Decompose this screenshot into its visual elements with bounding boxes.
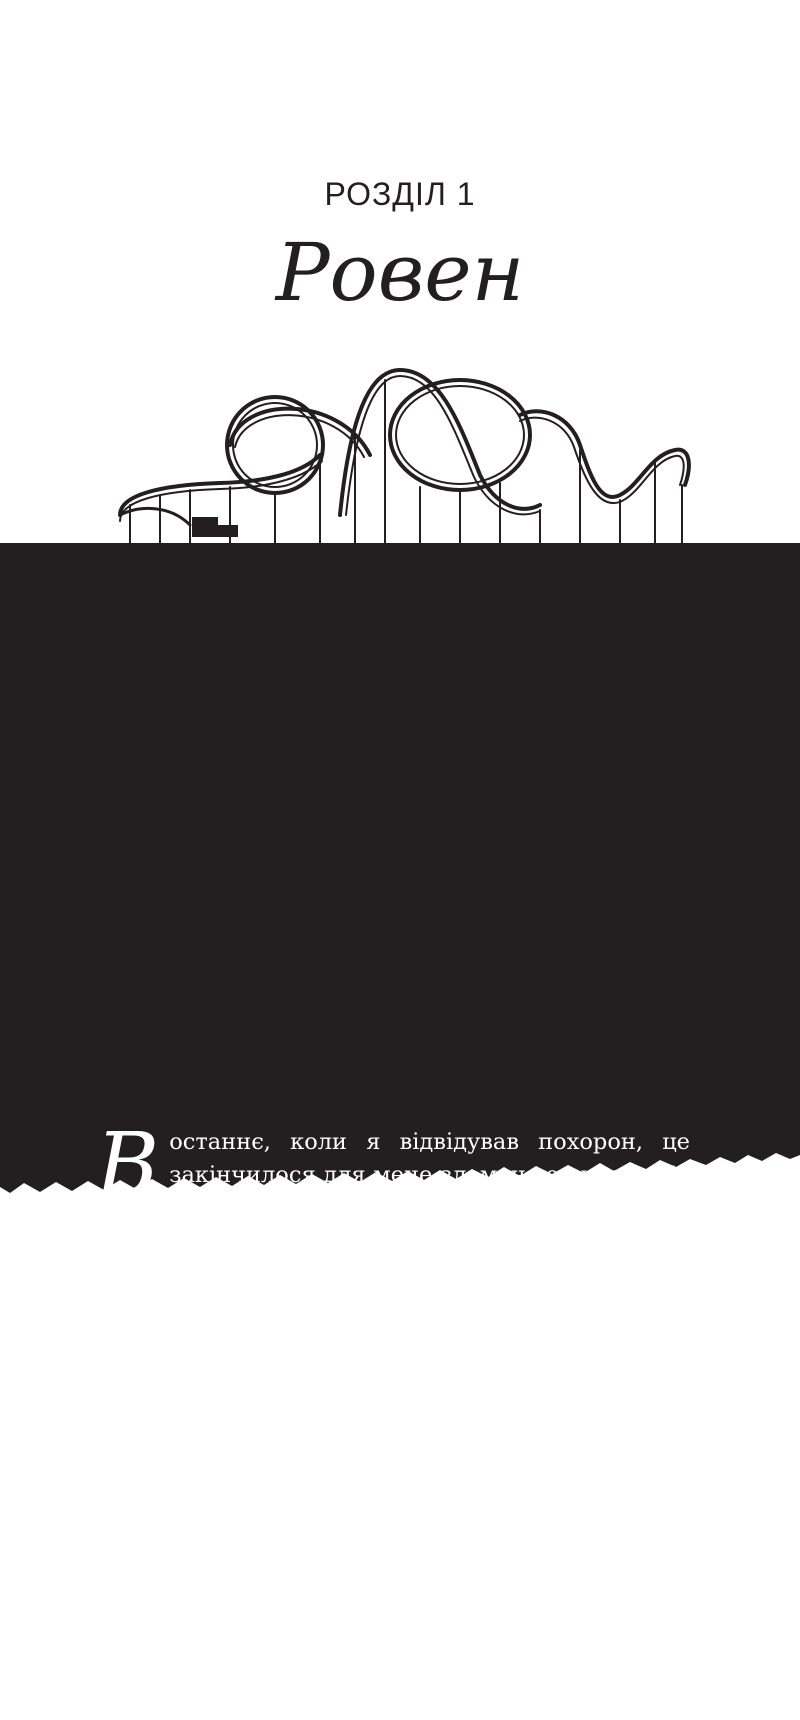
paragraph-1-text: останнє, коли я відвідував похорон, це закінчилося для мене зламаною рукою. Ця історія потрапила на перші шпальти газет, бо я кинувся у відкриту могилу своєї матері. Відтоді минуло понад двадцять років, і хоч я цілковито змінився як особистість, моя огида до скорботи нікуди не зникла. Оскільки я наймолодший онук покійного дідуся, то від мене очікують стояння струнко й непорушно під час тризни. Однак це майже неможливо, бо моя шкіра свербить так, наче мене запхнули в дешевий поліестеровий костюм. — [96, 1129, 690, 1518]
paragraph-1 — [96, 1115, 690, 1522]
roller-coaster-icon — [100, 355, 700, 545]
body-text — [96, 1115, 690, 1720]
paragraph-2: Сотні співробітників і ділових партнерів Кейна висловлюють своє співчуття, і моє терпіння маліє з кожною годиною. Я терпіти не можу похорони, але більше за них ненавиджу розмови з людьми. Є лише кілька людей, яких я здатен виносити, і мій дідусь був одним із них. — [96, 1525, 690, 1716]
text-panel — [0, 543, 800, 1716]
chapter-label: РОЗДІЛ 1 — [324, 176, 476, 212]
chapter-title: Ровен — [275, 226, 525, 319]
drop-cap: В — [96, 1115, 160, 1215]
